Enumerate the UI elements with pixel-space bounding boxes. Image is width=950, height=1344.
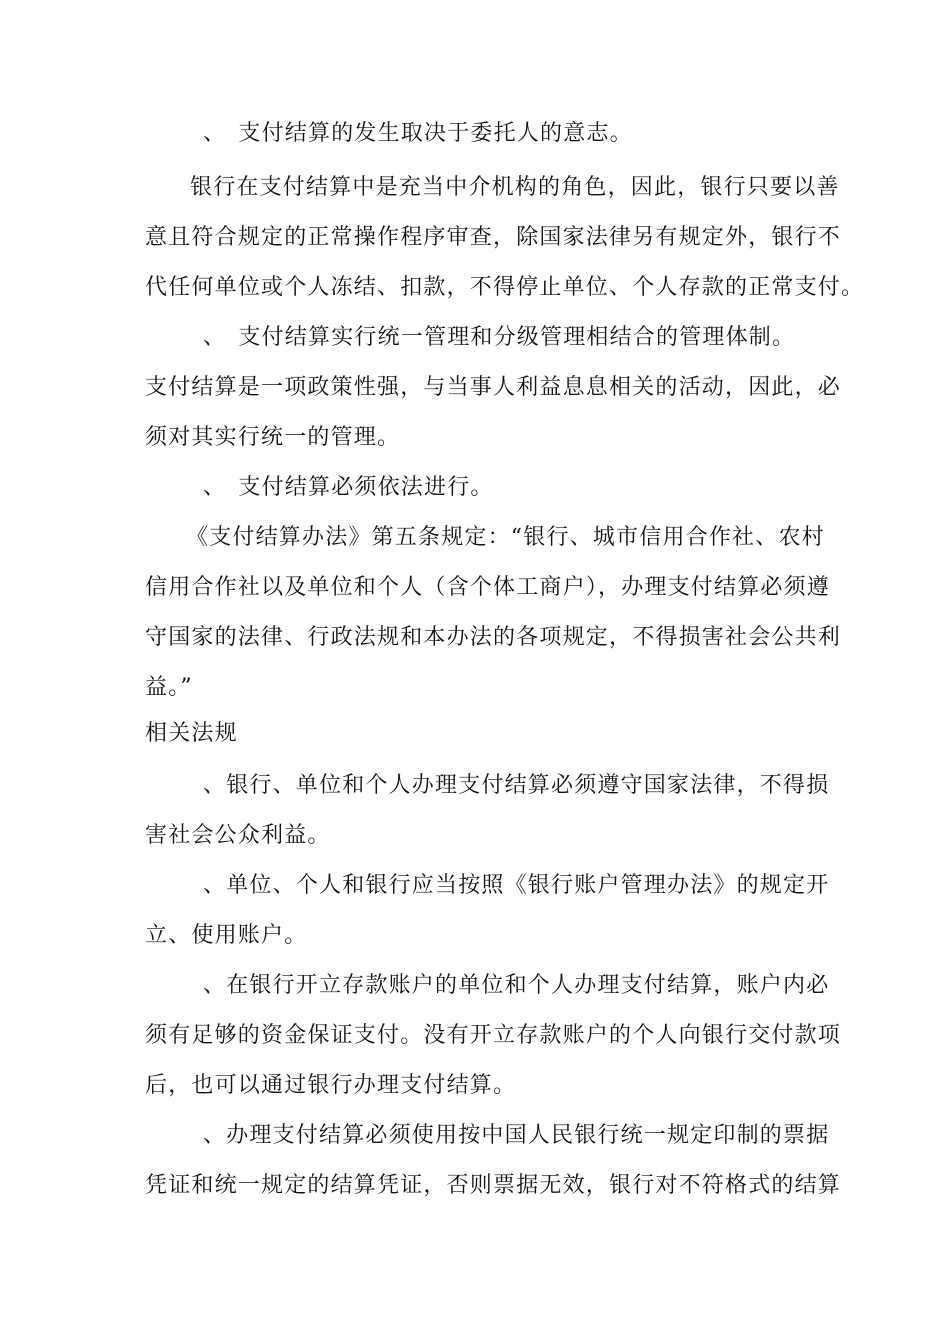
paragraph-line: 、在银行开立存款账户的单位和个人办理支付结算，账户内必 [203, 973, 830, 998]
paragraph-line: 、单位、个人和银行应当按照《银行账户管理办法》的规定开 [203, 873, 830, 898]
section-heading: 相关法规 [145, 721, 238, 746]
paragraph-line: 银行在支付结算中是充当中介机构的角色，因此，银行只要以善 [190, 175, 840, 200]
paragraph-line: 《支付结算办法》第五条规定：“银行、城市信用合作社、农村 [186, 525, 825, 550]
paragraph-line: 立、使用账户。 [145, 923, 308, 948]
paragraph-line: 凭证和统一规定的结算凭证，否则票据无效，银行对不符格式的结算 [145, 1173, 842, 1198]
paragraph-line: 、办理支付结算必须使用按中国人民银行统一规定印制的票据 [203, 1123, 830, 1148]
paragraph-line: 、 支付结算的发生取决于委托人的意志。 [203, 121, 633, 146]
paragraph-line: 守国家的法律、行政法规和本办法的各项规定，不得损害社会公共利 [145, 625, 842, 650]
paragraph-line: 、 支付结算实行统一管理和分级管理相结合的管理体制。 [203, 325, 796, 350]
paragraph-line: 意且符合规定的正常操作程序审查，除国家法律另有规定外，银行不 [145, 225, 842, 250]
paragraph-line: 须对其实行统一的管理。 [145, 425, 401, 450]
paragraph-line: 、银行、单位和个人办理支付结算必须遵守国家法律，不得损 [203, 773, 830, 798]
paragraph-line: 、 支付结算必须依法进行。 [203, 475, 494, 500]
paragraph-line: 害社会公众利益。 [145, 823, 331, 848]
paragraph-line: 信用合作社以及单位和个人（含个体工商户），办理支付结算必须遵 [145, 575, 831, 600]
paragraph-line: 须有足够的资金保证支付。没有开立存款账户的个人向银行交付款项 [145, 1023, 842, 1048]
paragraph-line: 益。” [145, 675, 193, 700]
paragraph-line: 后，也可以通过银行办理支付结算。 [145, 1073, 517, 1098]
paragraph-line: 代任何单位或个人冻结、扣款，不得停止单位、个人存款的正常支付。 [145, 275, 865, 300]
paragraph-line: 支付结算是一项政策性强，与当事人利益息息相关的活动，因此，必 [145, 375, 842, 400]
